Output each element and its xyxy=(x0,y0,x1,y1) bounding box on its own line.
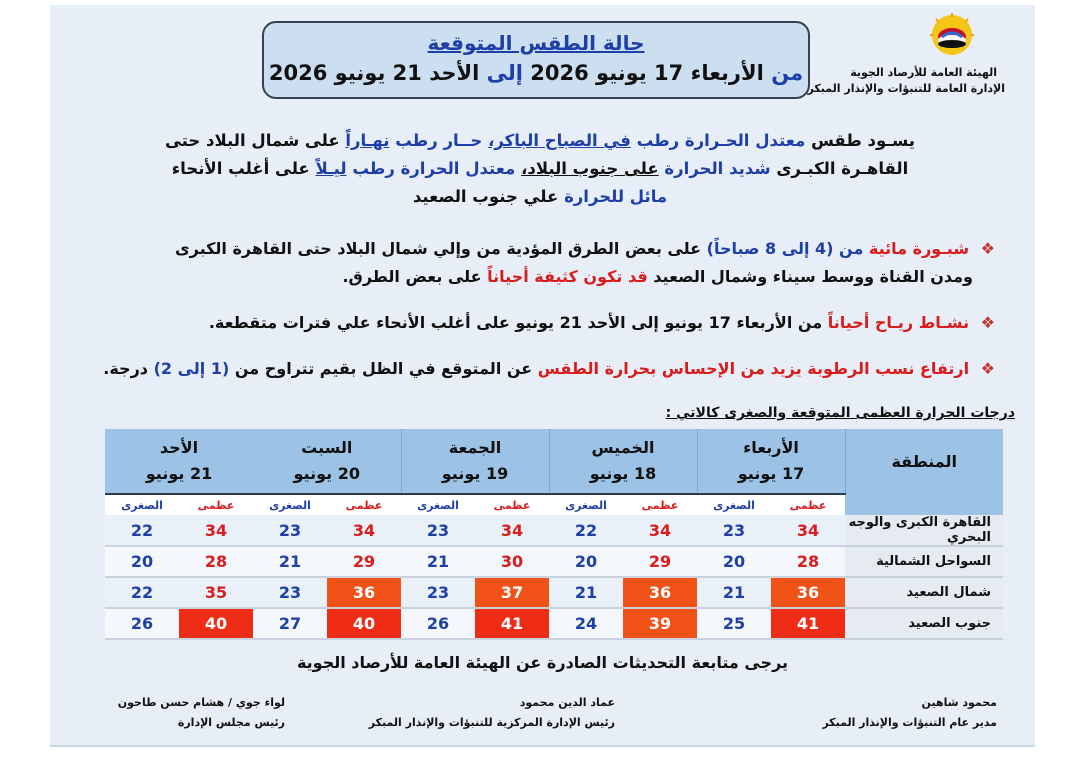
hi-label: عظمى xyxy=(623,494,697,515)
bullet-wind xyxy=(209,309,995,337)
min-temp-cell: 23 xyxy=(697,515,771,546)
day-name: الأحد xyxy=(159,438,199,457)
summary-text: على أغلب الأنحاء xyxy=(171,159,310,178)
lo-label: الصغرى xyxy=(105,494,179,515)
lo-label: الصغرى xyxy=(549,494,623,515)
summary-highlight: شديد الحرارة xyxy=(664,159,771,178)
max-temp-cell: 39 xyxy=(623,608,697,639)
page-title: حالة الطقس المتوقعة xyxy=(427,31,645,55)
summary-highlight: مائل للحرارة xyxy=(564,187,668,206)
min-temp-cell: 20 xyxy=(105,546,179,577)
bullet-fog-time: من (4 إلى 8 صباحاً) xyxy=(706,239,864,258)
min-temp-cell: 20 xyxy=(697,546,771,577)
max-temp-cell: 36 xyxy=(623,577,697,608)
day-header xyxy=(549,429,697,494)
summary-text: على شمال البلاد حتى xyxy=(164,131,340,150)
min-temp-cell: 20 xyxy=(549,546,623,577)
day-header xyxy=(253,429,401,494)
region-header: المنطقة xyxy=(845,429,1003,494)
table-row xyxy=(105,577,1003,608)
min-temp-cell: 26 xyxy=(401,608,475,639)
signature-right xyxy=(822,693,997,733)
min-temp-cell: 21 xyxy=(253,546,327,577)
max-temp-cell: 34 xyxy=(623,515,697,546)
max-temp-cell: 30 xyxy=(475,546,549,577)
max-temp-cell: 40 xyxy=(327,608,401,639)
summary-text: القاهـرة الكبـرى xyxy=(776,159,909,178)
signature-name: محمود شاهين xyxy=(921,696,997,709)
max-temp-cell: 36 xyxy=(327,577,401,608)
min-temp-cell: 23 xyxy=(401,515,475,546)
table-row xyxy=(105,608,1003,639)
table-title: درجات الحرارة العظمى المتوقعة والصغرى كالاتي : xyxy=(665,405,1015,421)
max-temp-cell: 29 xyxy=(327,546,401,577)
period-prefix: من xyxy=(771,61,804,85)
signature-left xyxy=(118,693,285,733)
min-temp-cell: 22 xyxy=(549,515,623,546)
hi-label: عظمى xyxy=(771,494,845,515)
max-temp-cell: 28 xyxy=(771,546,845,577)
summary-highlight: نهـاراً xyxy=(345,131,390,150)
max-temp-cell: 34 xyxy=(475,515,549,546)
lo-label: الصغرى xyxy=(697,494,771,515)
period-to: الأحد 21 يونيو 2026 xyxy=(268,61,480,85)
bullet-wind-title: نشـاط ريـاح أحياناً xyxy=(827,313,970,332)
min-temp-cell: 24 xyxy=(549,608,623,639)
period-from: الأربعاء 17 يونيو 2026 xyxy=(530,61,764,85)
bullet-fog-text2: ومدن القناة ووسط سيناء وشمال الصعيد xyxy=(653,267,973,286)
max-temp-cell: 40 xyxy=(179,608,253,639)
signature-title: مدير عام التنبؤات والإنذار المبكر xyxy=(822,716,997,729)
day-date: 19 يونيو xyxy=(441,464,509,483)
max-temp-cell: 28 xyxy=(179,546,253,577)
summary-line-2 xyxy=(160,155,920,183)
summary-text: يسـود طقس xyxy=(811,131,915,150)
day-header xyxy=(697,429,845,494)
bullet-fog-text3: على بعض الطرق. xyxy=(342,267,482,286)
day-name: الجمعة xyxy=(448,438,502,457)
hi-label: عظمى xyxy=(327,494,401,515)
bullet-humidity-title: ارتفاع نسب الرطوبة يزيد من الإحساس بحرارة الطقس xyxy=(537,359,970,378)
lo-label: الصغرى xyxy=(253,494,327,515)
max-temp-cell: 34 xyxy=(327,515,401,546)
org-department: الإدارة العامة للتنبؤات والإنذار المبكر xyxy=(807,82,1005,95)
min-temp-cell: 21 xyxy=(401,546,475,577)
signature-title: رئيس مجلس الإدارة xyxy=(177,716,285,729)
region-name: السواحل الشمالية xyxy=(845,546,1003,577)
min-temp-cell: 21 xyxy=(697,577,771,608)
table-subheader-row xyxy=(105,494,1003,515)
footer-note: يرجى متابعة التحديثات الصادرة عن الهيئة العامة للأرصاد الجوية xyxy=(296,653,789,672)
title-box xyxy=(262,21,810,99)
bullet-humidity-text: عن المتوقع في الظل بقيم تتراوح من xyxy=(234,359,533,378)
day-header xyxy=(401,429,549,494)
day-date: 20 يونيو xyxy=(293,464,360,483)
max-temp-cell: 34 xyxy=(771,515,845,546)
summary-text: علي جنوب الصعيد xyxy=(412,187,559,206)
summary-highlight: معتدل الحـرارة رطب xyxy=(636,131,806,150)
summary-line-1 xyxy=(160,127,920,155)
summary-highlight: معتدل الحرارة رطب xyxy=(352,159,516,178)
day-date: 18 يونيو xyxy=(589,464,657,483)
bullet-humidity-end: درجة. xyxy=(103,359,148,378)
summary-text: على جنوب البلاد، xyxy=(521,159,659,178)
day-header xyxy=(105,429,253,494)
org-name: الهيئة العامة للأرصاد الجوية xyxy=(850,66,997,79)
summary-highlight: ليـلاً xyxy=(315,159,347,178)
day-date: 17 يونيو xyxy=(737,464,805,483)
summary-paragraph xyxy=(160,127,920,211)
summary-highlight: في الصباح الباكر، xyxy=(488,131,631,150)
hi-label: عظمى xyxy=(475,494,549,515)
period-to-word: إلى xyxy=(486,61,523,85)
region-name: شمال الصعيد xyxy=(845,577,1003,608)
max-temp-cell: 35 xyxy=(179,577,253,608)
bullet-humidity xyxy=(103,355,995,383)
bullet-fog xyxy=(175,235,995,291)
hi-label: عظمى xyxy=(179,494,253,515)
min-temp-cell: 21 xyxy=(549,577,623,608)
ema-logo-icon xyxy=(920,13,984,59)
bullet-fog-title: شبـورة مائية xyxy=(868,239,970,258)
min-temp-cell: 23 xyxy=(401,577,475,608)
table-row xyxy=(105,515,1003,546)
max-temp-cell: 41 xyxy=(771,608,845,639)
min-temp-cell: 27 xyxy=(253,608,327,639)
day-name: الأربعاء xyxy=(743,438,799,457)
min-temp-cell: 23 xyxy=(253,577,327,608)
summary-highlight: حــار رطب xyxy=(395,131,483,150)
region-name: جنوب الصعيد xyxy=(845,608,1003,639)
temperature-table xyxy=(105,429,1003,640)
bullet-humidity-range: (1 إلى 2) xyxy=(153,359,230,378)
day-name: السبت xyxy=(301,438,353,457)
bullet-fog-text: على بعض الطرق المؤدية من وإلي شمال البلاد حتى القاهرة الكبرى xyxy=(174,239,702,258)
min-temp-cell: 26 xyxy=(105,608,179,639)
max-temp-cell: 29 xyxy=(623,546,697,577)
signature-title: رئيس الإدارة المركزية للتنبؤات والإنذار المبكر xyxy=(368,716,615,729)
diamond-bullet-icon: ❖ xyxy=(980,313,995,332)
max-temp-cell: 41 xyxy=(475,608,549,639)
max-temp-cell: 37 xyxy=(475,577,549,608)
bullet-fog-warning: قد تكون كثيفة أحياناً xyxy=(487,267,648,286)
table-header-row xyxy=(105,429,1003,494)
min-temp-cell: 22 xyxy=(105,515,179,546)
diamond-bullet-icon: ❖ xyxy=(980,359,995,378)
day-name: الخميس xyxy=(591,438,655,457)
signature-name: عماد الدين محمود xyxy=(519,696,615,709)
diamond-bullet-icon: ❖ xyxy=(980,239,995,258)
table-row xyxy=(105,546,1003,577)
region-name: القاهرة الكبرى والوجه البحري xyxy=(845,515,1003,546)
max-temp-cell: 36 xyxy=(771,577,845,608)
forecast-sheet xyxy=(50,5,1035,747)
max-temp-cell: 34 xyxy=(179,515,253,546)
signature-name: لواء جوي / هشام حسن طاحون xyxy=(117,696,285,709)
day-date: 21 يونيو xyxy=(145,464,213,483)
forecast-period xyxy=(264,61,808,85)
min-temp-cell: 22 xyxy=(105,577,179,608)
min-temp-cell: 23 xyxy=(253,515,327,546)
bullet-wind-text: من الأربعاء 17 يونيو إلى الأحد 21 يونيو على أغلب الأنحاء علي فترات متقطعة. xyxy=(208,313,823,332)
min-temp-cell: 25 xyxy=(697,608,771,639)
lo-label: الصغرى xyxy=(401,494,475,515)
region-spacer xyxy=(845,494,1003,515)
summary-line-3 xyxy=(160,183,920,211)
signature-middle xyxy=(369,693,615,733)
